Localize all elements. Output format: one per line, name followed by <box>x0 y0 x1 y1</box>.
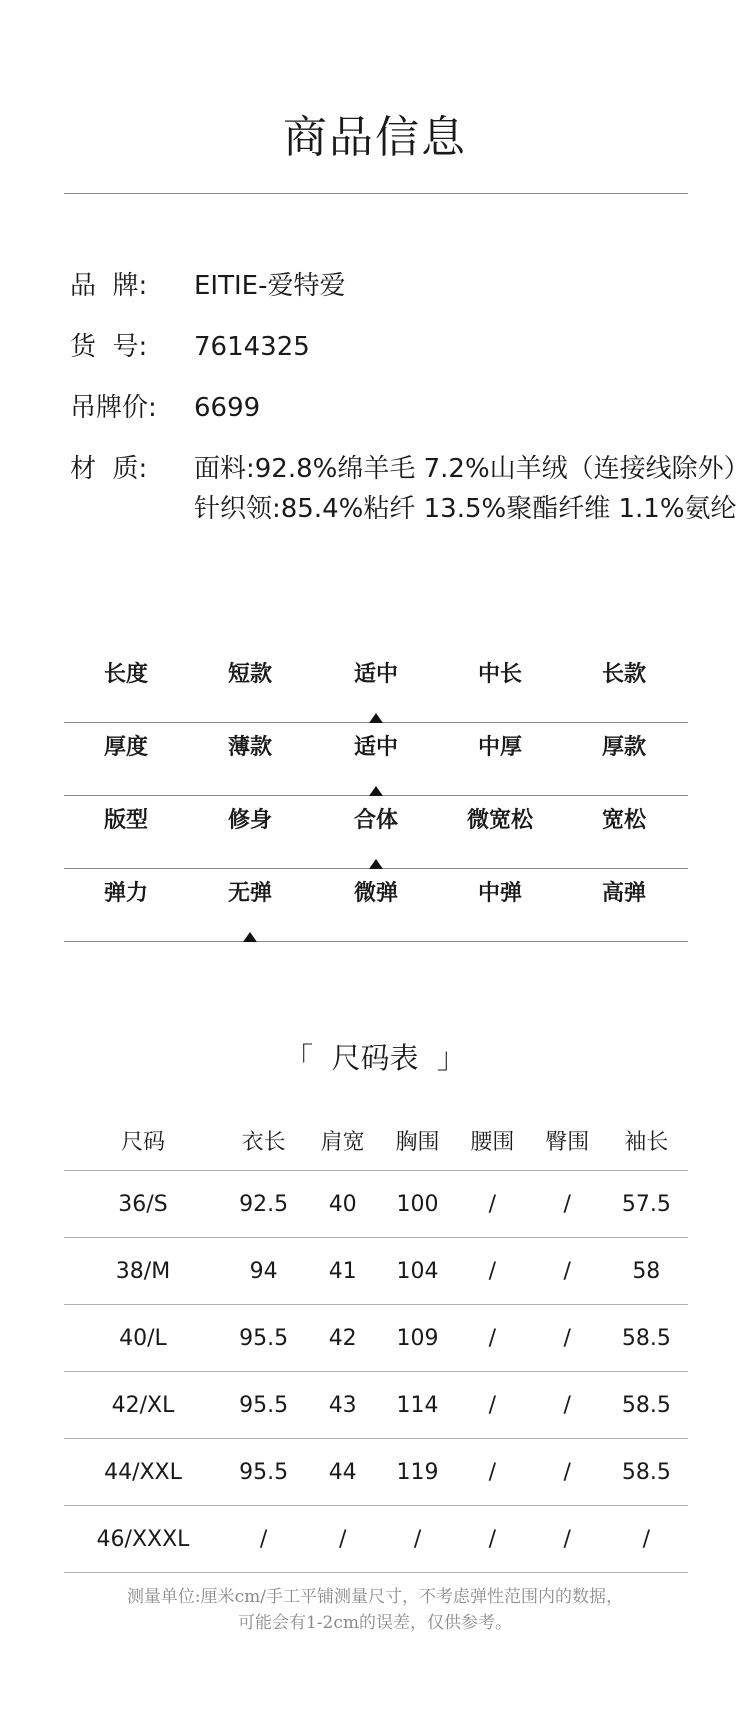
info-value <box>194 449 750 529</box>
table-cell: 119 <box>380 1439 455 1506</box>
size-table-header-cell: 尺码 <box>64 1110 222 1171</box>
attribute-option: 高弹 <box>601 881 646 906</box>
note-line-1: 测量单位:厘米cm/手工平铺测量尺寸，不考虑弹性范围内的数据， <box>126 1587 624 1607</box>
table-cell: / <box>455 1305 530 1372</box>
table-cell: 95.5 <box>222 1305 305 1372</box>
selected-marker-icon <box>369 713 383 723</box>
table-cell: 36/S <box>64 1171 222 1238</box>
table-cell: 43 <box>305 1372 380 1439</box>
selected-marker-icon <box>369 859 383 869</box>
title-divider <box>64 193 688 194</box>
size-chart-title: 「 尺码表 」 <box>284 1041 466 1075</box>
table-cell: / <box>530 1506 605 1573</box>
table-cell: / <box>530 1439 605 1506</box>
table-cell: 58.5 <box>605 1305 688 1372</box>
table-cell: 58.5 <box>605 1372 688 1439</box>
table-cell: 95.5 <box>222 1372 305 1439</box>
table-cell: 40/L <box>64 1305 222 1372</box>
attribute-option: 修身 <box>227 808 272 833</box>
table-cell: / <box>455 1171 530 1238</box>
attribute-name: 厚度 <box>103 735 148 760</box>
table-row <box>64 1439 688 1506</box>
table-cell: / <box>222 1506 305 1573</box>
attribute-option: 长款 <box>601 662 646 687</box>
attribute-option: 中长 <box>477 662 522 687</box>
table-cell: / <box>530 1305 605 1372</box>
attribute-option: 适中 <box>353 662 398 687</box>
table-cell: 38/M <box>64 1238 222 1305</box>
size-table-header-cell: 臀围 <box>530 1110 605 1171</box>
table-cell: / <box>530 1372 605 1439</box>
info-value-line: 面料:92.8%绵羊毛 7.2%山羊绒（连接线除外） <box>194 454 750 484</box>
info-row <box>70 388 750 428</box>
attribute-row <box>64 723 688 796</box>
size-table-header-cell: 肩宽 <box>305 1110 380 1171</box>
table-cell: / <box>605 1506 688 1573</box>
attribute-name: 弹力 <box>103 881 148 906</box>
size-table-header-cell: 袖长 <box>605 1110 688 1171</box>
info-label: 材 质: <box>70 454 148 484</box>
table-row <box>64 1238 688 1305</box>
attribute-option: 合体 <box>353 808 398 833</box>
table-cell: 92.5 <box>222 1171 305 1238</box>
table-cell: 57.5 <box>605 1171 688 1238</box>
info-value <box>194 388 750 428</box>
attribute-row <box>64 650 688 723</box>
table-cell: / <box>455 1506 530 1573</box>
info-label: 货 号: <box>70 332 148 362</box>
table-cell: 114 <box>380 1372 455 1439</box>
table-cell: / <box>530 1171 605 1238</box>
table-cell: 58.5 <box>605 1439 688 1506</box>
attribute-option: 中弹 <box>477 881 522 906</box>
attribute-name: 长度 <box>103 662 148 687</box>
table-cell: 109 <box>380 1305 455 1372</box>
attribute-name: 版型 <box>103 808 148 833</box>
selected-marker-icon <box>243 932 257 942</box>
measurement-note <box>0 1584 750 1636</box>
info-row <box>70 266 750 306</box>
note-line-2: 可能会有1-2cm的误差，仅供参考。 <box>237 1613 513 1633</box>
info-value <box>194 266 750 306</box>
info-value-line: EITIE-爱特爱 <box>194 271 346 301</box>
info-value-line: 7614325 <box>194 332 310 362</box>
size-table-header <box>64 1110 688 1171</box>
table-row <box>64 1506 688 1573</box>
page-title: 商品信息 <box>283 112 467 163</box>
attribute-option: 短款 <box>227 662 272 687</box>
info-value-line: 6699 <box>194 393 261 423</box>
table-cell: / <box>455 1238 530 1305</box>
table-cell: / <box>530 1238 605 1305</box>
selected-marker-icon <box>369 786 383 796</box>
table-cell: 58 <box>605 1238 688 1305</box>
table-cell: 42/XL <box>64 1372 222 1439</box>
table-cell: 95.5 <box>222 1439 305 1506</box>
table-cell: 104 <box>380 1238 455 1305</box>
table-cell: 44 <box>305 1439 380 1506</box>
table-cell: 100 <box>380 1171 455 1238</box>
attribute-option: 中厚 <box>477 735 522 760</box>
table-cell: 42 <box>305 1305 380 1372</box>
attribute-scale <box>64 650 688 942</box>
table-cell: 46/XXXL <box>64 1506 222 1573</box>
attribute-option: 无弹 <box>227 881 272 906</box>
info-value-line: 针织领:85.4%粘纤 13.5%聚酯纤维 1.1%氨纶 <box>194 494 737 524</box>
table-row <box>64 1171 688 1238</box>
table-cell: 41 <box>305 1238 380 1305</box>
size-table-header-cell: 胸围 <box>380 1110 455 1171</box>
attribute-option: 适中 <box>353 735 398 760</box>
table-row <box>64 1372 688 1439</box>
table-row <box>64 1305 688 1372</box>
size-table-header-cell: 衣长 <box>222 1110 305 1171</box>
info-row <box>70 449 750 529</box>
size-table <box>64 1110 688 1573</box>
attribute-option: 微宽松 <box>466 808 533 833</box>
info-row <box>70 327 750 367</box>
size-table-header-cell: 腰围 <box>455 1110 530 1171</box>
table-cell: / <box>305 1506 380 1573</box>
table-cell: 40 <box>305 1171 380 1238</box>
attribute-row <box>64 796 688 869</box>
attribute-option: 厚款 <box>601 735 646 760</box>
info-label: 吊牌价: <box>70 393 157 423</box>
table-cell: 44/XXL <box>64 1439 222 1506</box>
table-cell: / <box>455 1439 530 1506</box>
attribute-row <box>64 869 688 942</box>
table-cell: / <box>455 1372 530 1439</box>
table-cell: / <box>380 1506 455 1573</box>
product-info <box>70 266 750 550</box>
attribute-option: 宽松 <box>601 808 646 833</box>
info-label: 品 牌: <box>70 271 148 301</box>
attribute-option: 微弹 <box>353 881 398 906</box>
table-cell: 94 <box>222 1238 305 1305</box>
attribute-option: 薄款 <box>227 735 272 760</box>
info-value <box>194 327 750 367</box>
